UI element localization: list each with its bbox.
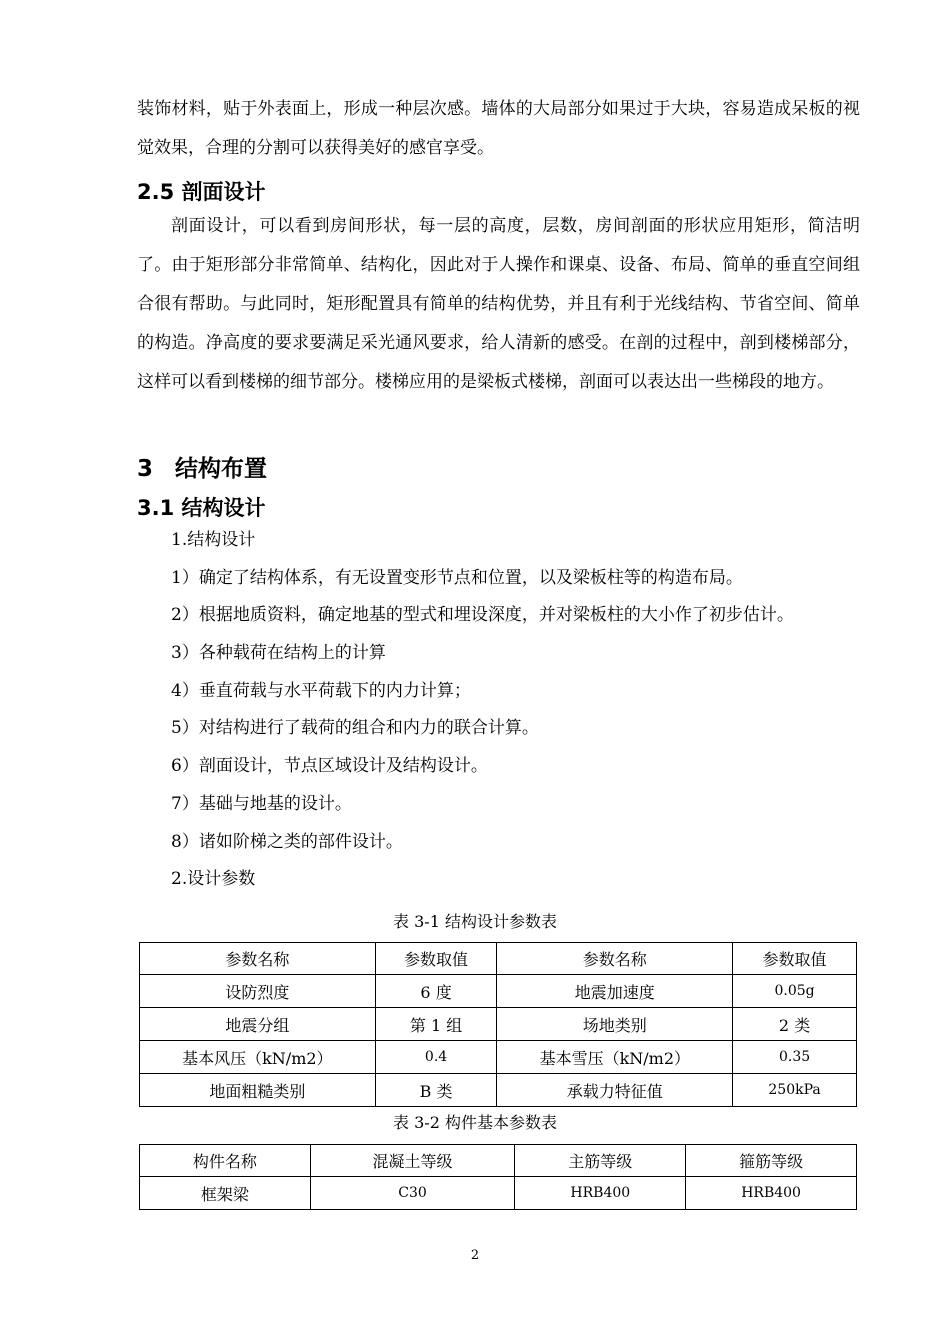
structure-design-list (171, 522, 794, 899)
table-cell: HRB400 (515, 1177, 686, 1210)
list-item: 4）垂直荷载与水平荷载下的内力计算； (171, 680, 471, 701)
page-number: 2 (470, 1248, 480, 1263)
list-item: 2）根据地质资料，确定地基的型式和埋设深度，并对梁板柱的大小作了初步估计。 (171, 605, 794, 626)
header-cell: 混凝土等级 (310, 1145, 515, 1177)
table-header-row (140, 943, 857, 975)
table-cell: 地震分组 (140, 1008, 376, 1041)
list-item: 1）确定了结构体系，有无设置变形节点和位置，以及梁板柱等的构造布局。 (171, 567, 743, 588)
table-cell: 基本雪压（kN/m2） (497, 1041, 733, 1074)
header-cell: 参数取值 (375, 943, 497, 975)
header-cell: 参数名称 (140, 943, 376, 975)
table-cell: 框架梁 (140, 1177, 311, 1210)
list-item: 1.结构设计 (171, 530, 256, 550)
table-cell: 地震加速度 (497, 975, 733, 1008)
header-cell: 构件名称 (140, 1145, 311, 1177)
table-cell: C30 (310, 1177, 515, 1210)
list-item: 7）基础与地基的设计。 (171, 793, 352, 814)
table-cell: B 类 (375, 1074, 497, 1107)
table-cell: 6 度 (375, 975, 497, 1008)
header-cell: 参数取值 (733, 943, 857, 975)
table-row (140, 1041, 857, 1074)
table-3-1 (139, 942, 857, 1107)
table-cell: 0.4 (375, 1041, 497, 1074)
table-cell: HRB400 (686, 1177, 857, 1210)
table-header-row (140, 1145, 857, 1177)
table-cell: 场地类别 (497, 1008, 733, 1041)
table-row (140, 1177, 857, 1210)
intro-paragraph: 装饰材料，贴于外表面上，形成一种层次感。墙体的大局部分如果过于大块，容易造成呆板的视觉效果，合理的分割可以获得美好的感官享受。 (137, 99, 860, 158)
table-row (140, 1074, 857, 1107)
table-cell: 250kPa (733, 1074, 857, 1107)
header-cell: 主筋等级 (515, 1145, 686, 1177)
table-cell: 0.05g (733, 975, 857, 1008)
table-cell: 2 类 (733, 1008, 857, 1041)
table-cell: 地面粗糙类别 (140, 1074, 376, 1107)
table-cell: 设防烈度 (140, 975, 376, 1008)
table-cell: 承载力特征值 (497, 1074, 733, 1107)
header-cell: 参数名称 (497, 943, 733, 975)
chapter-number: 3 (137, 456, 154, 482)
chapter-3-heading (137, 454, 267, 484)
table-row (140, 1008, 857, 1041)
table-cell: 0.35 (733, 1041, 857, 1074)
section-2-5-body: 剖面设计，可以看到房间形状，每一层的高度，层数，房间剖面的形状应用矩形，简洁明了。由于矩形部分非常简单、结构化，因此对于人操作和课桌、设备、布局、简单的垂直空间组合很有帮助。与此同时，矩形配置具有简单的结构优势，并且有利于光线结构、节省空间、简单的构造。净高度的要求要满足采光通风要求，给人清新的感受。在剖的过程中，剖到楼梯部分，这样可以看到楼梯的细节部分。楼梯应用的是梁板式楼梯，剖面可以表达出一些梯段的地方。 (137, 216, 860, 392)
table-cell: 第 1 组 (375, 1008, 497, 1041)
list-item: 8）诸如阶梯之类的部件设计。 (171, 831, 403, 852)
list-item: 2.设计参数 (171, 869, 256, 890)
header-cell: 箍筋等级 (686, 1145, 857, 1177)
section-3-1-heading: 3.1 结构设计 (137, 496, 266, 520)
list-item: 3）各种载荷在结构上的计算 (171, 643, 386, 664)
table-3-2-caption: 表 3-2 构件基本参数表 (393, 1113, 557, 1132)
table-3-1-caption: 表 3-1 结构设计参数表 (393, 912, 557, 931)
table-row (140, 975, 857, 1008)
chapter-title: 结构布置 (175, 456, 267, 482)
list-item: 6）剖面设计，节点区域设计及结构设计。 (171, 756, 488, 777)
list-item: 5）对结构进行了载荷的组合和内力的联合计算。 (171, 718, 539, 739)
table-3-2 (139, 1144, 857, 1210)
section-2-5-heading: 2.5 剖面设计 (137, 180, 266, 204)
table-cell: 基本风压（kN/m2） (140, 1041, 376, 1074)
